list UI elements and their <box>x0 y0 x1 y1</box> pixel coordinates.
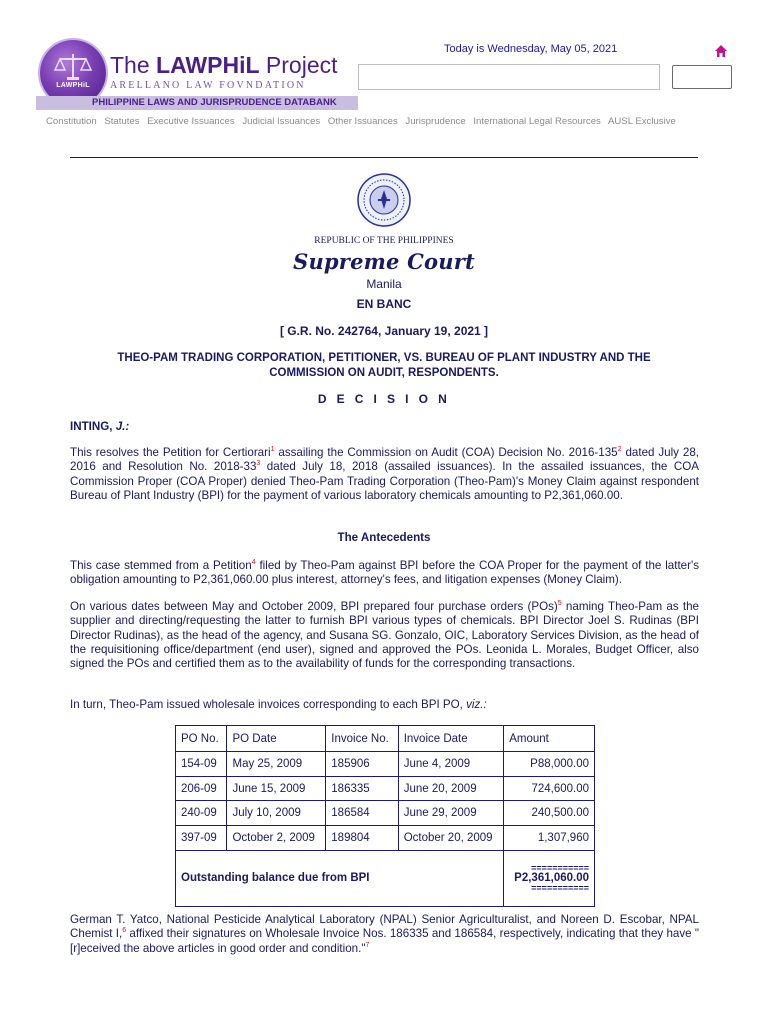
table-row <box>176 826 595 851</box>
paragraph-text: This resolves the Petition for Certiorari <box>70 446 271 459</box>
paragraph-text: dated July 28, 2016 and Resolution No. 2018-33 <box>70 446 699 474</box>
databank-banner <box>36 96 358 110</box>
paragraph-5 <box>70 913 699 956</box>
search-input[interactable] <box>358 64 660 90</box>
supreme-court-seal-icon <box>357 173 411 227</box>
table-header-row <box>176 726 595 752</box>
col-header-po-no: PO No. <box>176 726 227 752</box>
total-label: Outstanding balance due from BPI <box>176 850 504 906</box>
cell-po-date: October 2, 2009 <box>227 826 326 851</box>
total-rule-bottom: =========== <box>531 882 589 893</box>
purchase-order-table <box>175 725 595 907</box>
paragraph-text: dated July 18, 2018 (assailed issuances). In the assailed issuances, the COA Commission Proper (COA Proper) denied Theo-Pam Trading Corporation (Theo-Pam)'s Money Claim against respondent Bureau of Plant Industry (BPI) for the payment of various laboratory chemicals amounting to P2,361,060.00. <box>70 460 699 502</box>
nav-international-legal-resources[interactable]: International Legal Resources <box>473 116 601 127</box>
today-date: Today is Wednesday, May 05, 2021 <box>444 43 618 55</box>
nav-judicial-issuances[interactable]: Judicial Issuances <box>242 116 321 127</box>
cell-invoice-date: October 20, 2009 <box>398 826 504 851</box>
paragraph-text: This case stemmed from a Petition <box>70 559 252 572</box>
cell-invoice-date: June 20, 2009 <box>398 776 504 801</box>
footnote-link-1[interactable]: 1 <box>270 446 275 454</box>
cell-invoice-no: 189804 <box>326 826 398 851</box>
cell-invoice-no: 186335 <box>326 776 398 801</box>
paragraph-2 <box>70 559 699 588</box>
cell-po-no: 206-09 <box>176 776 227 801</box>
cell-invoice-no: 185906 <box>326 752 398 777</box>
cell-invoice-date: June 4, 2009 <box>398 752 504 777</box>
paragraph-text: In turn, Theo-Pam issued wholesale invoices corresponding to each BPI PO, <box>70 698 467 711</box>
col-header-amount: Amount <box>504 726 595 752</box>
cell-invoice-date: June 29, 2009 <box>398 801 504 826</box>
nav-statutes[interactable]: Statutes <box>104 116 140 127</box>
header-divider <box>70 157 698 158</box>
main-nav <box>46 116 726 130</box>
brand-title[interactable] <box>110 52 338 79</box>
total-amount-cell <box>504 850 595 906</box>
cell-amount: 724,600.00 <box>504 776 595 801</box>
paragraph-text: naming Theo-Pam as the supplier and directing/requesting the latter to furnish BPI various types of chemicals. BPI Director Joel S. Rudinas (BPI Director Rudinas), as the head of the agency, and Susana SG. Gonzalo, OIC, Laboratory Services Division, as the head of the requisitioning office/department (end user), signed and approved the POs. Leonida L. Morales, Budget Officer, also signed the POs and certified them as to the availability of funds for the corresponding transactions. <box>70 600 699 671</box>
brand-suffix: Project <box>259 52 338 78</box>
search-button[interactable] <box>672 65 732 89</box>
paragraph-1 <box>70 446 699 503</box>
footnote-link-3[interactable]: 3 <box>256 460 261 468</box>
nav-constitution[interactable]: Constitution <box>46 116 97 127</box>
foundation-name: ARELLANO LAW FOVNDATION <box>110 80 306 91</box>
nav-executive-issuances[interactable]: Executive Issuances <box>147 116 235 127</box>
decision-heading: D E C I S I O N <box>317 392 451 406</box>
gr-number: [ G.R. No. 242764, January 19, 2021 ] <box>279 324 489 338</box>
cell-po-date: July 10, 2009 <box>227 801 326 826</box>
ponente-name: INTING, <box>70 420 116 433</box>
paragraph-text: affixed their signatures on Wholesale Invoice Nos. 186335 and 186584, respectively, indicating that they have "[r]eceived the above articles in good order and condition." <box>70 927 699 955</box>
cell-po-no: 397-09 <box>176 826 227 851</box>
cell-po-no: 154-09 <box>176 752 227 777</box>
paragraph-text: On various dates between May and October 2009, BPI prepared four purchase orders (POs) <box>70 600 558 613</box>
total-amount: P2,361,060.00 <box>514 871 589 884</box>
cell-po-date: May 25, 2009 <box>227 752 326 777</box>
cell-amount: 1,307,960 <box>504 826 595 851</box>
col-header-invoice-no: Invoice No. <box>326 726 398 752</box>
republic-heading: REPUBLIC OF THE PHILIPPINES <box>314 236 454 246</box>
paragraph-text: German T. Yatco, National Pesticide Analytical Laboratory (NPAL) Senior Agriculturalist, and Noreen D. Escobar, NPAL Chemist I, <box>70 913 699 941</box>
brand-prefix: The <box>110 52 157 78</box>
cell-invoice-no: 186584 <box>326 801 398 826</box>
paragraph-text: assailing the Commission on Audit (COA) Decision No. 2016-135 <box>274 446 618 459</box>
logo-seal-text: LAWPHiL <box>56 82 90 89</box>
court-city: Manila <box>366 277 402 291</box>
col-header-invoice-date: Invoice Date <box>398 726 504 752</box>
footnote-link-7[interactable]: 7 <box>365 941 370 949</box>
nav-jurisprudence[interactable]: Jurisprudence <box>405 116 466 127</box>
ponente-title: J.: <box>115 420 130 433</box>
total-rule-top: =========== <box>531 862 589 873</box>
cell-po-date: June 15, 2009 <box>227 776 326 801</box>
paragraph-3 <box>70 600 699 671</box>
paragraph-text-italic: viz.: <box>466 698 487 711</box>
case-title: THEO-PAM TRADING CORPORATION, PETITIONER, VS. BUREAU OF PLANT INDUSTRY AND THE COMMISSION ON AUDIT, RESPONDENTS. <box>117 352 651 379</box>
supreme-court-heading: Supreme Court <box>293 249 475 274</box>
division-heading: EN BANC <box>356 297 412 311</box>
cell-amount: P88,000.00 <box>504 752 595 777</box>
col-header-po-date: PO Date <box>227 726 326 752</box>
ponente <box>70 420 699 434</box>
footnote-link-6[interactable]: 6 <box>122 927 127 935</box>
paragraph-text: filed by Theo-Pam against BPI before the COA Proper for the payment of the latter's obligation amounting to P2,361,060.00 plus interest, attorney's fees, and litigation expenses (Money Claim). <box>70 559 699 587</box>
databank-label: PHILIPPINE LAWS AND JURISPRUDENCE DATABANK <box>92 97 337 108</box>
footnote-link-4[interactable]: 4 <box>251 559 256 567</box>
cell-amount: 240,500.00 <box>504 801 595 826</box>
footnote-link-5[interactable]: 5 <box>557 600 562 608</box>
site-header <box>0 0 768 140</box>
paragraph-4 <box>70 698 699 712</box>
table-row <box>176 752 595 777</box>
nav-other-issuances[interactable]: Other Issuances <box>327 116 398 127</box>
table-row <box>176 801 595 826</box>
table-row <box>176 776 595 801</box>
table-total-row <box>176 850 595 906</box>
brand-name: LAWPHiL <box>156 52 260 78</box>
nav-ausl-exclusive[interactable]: AUSL Exclusive <box>607 116 676 127</box>
home-icon[interactable] <box>714 44 728 58</box>
antecedents-heading: The Antecedents <box>337 531 431 544</box>
footnote-link-2[interactable]: 2 <box>617 446 622 454</box>
cell-po-no: 240-09 <box>176 801 227 826</box>
